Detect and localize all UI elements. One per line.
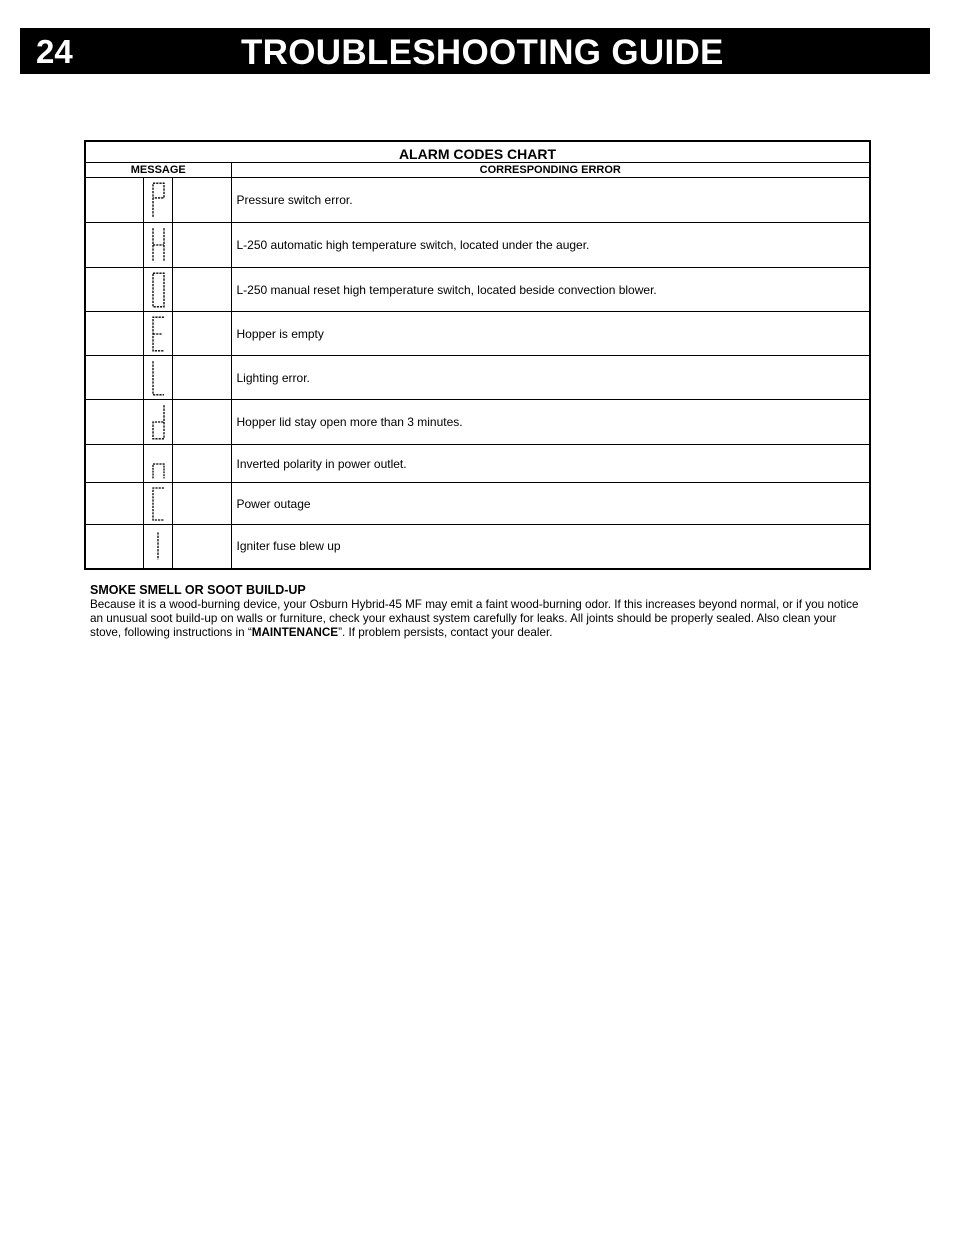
alarm-code-cell xyxy=(85,223,231,268)
alarm-code-glyph-I xyxy=(149,526,168,566)
seven-segment-display xyxy=(143,178,173,222)
alarm-chart-title-row xyxy=(85,141,870,163)
column-header-message: MESSAGE xyxy=(85,163,231,178)
seven-segment-display xyxy=(143,223,173,267)
page-number: 24 xyxy=(36,33,73,70)
seven-segment-display xyxy=(143,445,173,482)
alarm-code-cell xyxy=(85,356,231,400)
seven-segment-display xyxy=(143,268,173,311)
column-header-error: CORRESPONDING ERROR xyxy=(231,163,870,178)
alarm-error-description: L-250 manual reset high temperature switch, located beside convection blower. xyxy=(231,268,870,312)
seven-segment-display xyxy=(143,525,173,568)
alarm-row xyxy=(85,445,870,483)
alarm-error-description: L-250 automatic high temperature switch, located under the auger. xyxy=(231,223,870,268)
seven-segment-display xyxy=(143,312,173,355)
column-header-row xyxy=(85,163,870,178)
alarm-code-glyph-O xyxy=(149,270,168,310)
alarm-row xyxy=(85,356,870,400)
smoke-text-after: ”. If problem persists, contact your dealer. xyxy=(338,626,553,639)
alarm-code-glyph-d xyxy=(149,402,168,442)
alarm-error-description: Inverted polarity in power outlet. xyxy=(231,445,870,483)
seven-segment-display xyxy=(143,400,173,444)
alarm-code-glyph-E xyxy=(149,314,168,354)
alarm-code-cell xyxy=(85,400,231,445)
seven-segment-display xyxy=(143,356,173,399)
alarm-row xyxy=(85,223,870,268)
page-title: TROUBLESHOOTING GUIDE xyxy=(241,33,724,72)
alarm-chart-title: ALARM CODES CHART xyxy=(85,141,870,163)
alarm-error-description: Igniter fuse blew up xyxy=(231,525,870,569)
alarm-row xyxy=(85,178,870,223)
alarm-error-description: Hopper is empty xyxy=(231,312,870,356)
smoke-section-title: SMOKE SMELL OR SOOT BUILD-UP xyxy=(90,583,306,597)
alarm-error-description: Pressure switch error. xyxy=(231,178,870,223)
alarm-row xyxy=(85,268,870,312)
page-header xyxy=(20,28,930,74)
alarm-row xyxy=(85,400,870,445)
maintenance-reference: MAINTENANCE xyxy=(251,626,339,639)
alarm-code-glyph-P xyxy=(149,180,168,220)
alarm-error-description: Hopper lid stay open more than 3 minutes. xyxy=(231,400,870,445)
alarm-row xyxy=(85,312,870,356)
alarm-code-cell xyxy=(85,525,231,569)
alarm-code-glyph-n xyxy=(149,447,168,481)
alarm-code-cell xyxy=(85,312,231,356)
alarm-code-glyph-H xyxy=(149,225,168,265)
alarm-error-description: Power outage xyxy=(231,483,870,525)
alarm-codes-table xyxy=(84,140,871,570)
alarm-code-cell xyxy=(85,268,231,312)
alarm-code-glyph-C xyxy=(149,485,168,523)
alarm-row xyxy=(85,525,870,569)
alarm-error-description: Lighting error. xyxy=(231,356,870,400)
alarm-row xyxy=(85,483,870,525)
smoke-section-body xyxy=(90,598,870,640)
alarm-code-glyph-L xyxy=(149,358,168,398)
seven-segment-display xyxy=(143,483,173,524)
alarm-code-cell xyxy=(85,483,231,525)
smoke-text-before: Because it is a wood-burning device, your Osburn Hybrid-45 MF may emit a faint wood-burning odor. If this increases beyond normal, or if you notice an unusual soot build-up on walls or furniture, check your exhaust system carefully for leaks. All joints should be properly sealed. Also clean your stove, following instructions in “ xyxy=(90,598,859,639)
alarm-code-cell xyxy=(85,445,231,483)
alarm-code-cell xyxy=(85,178,231,223)
